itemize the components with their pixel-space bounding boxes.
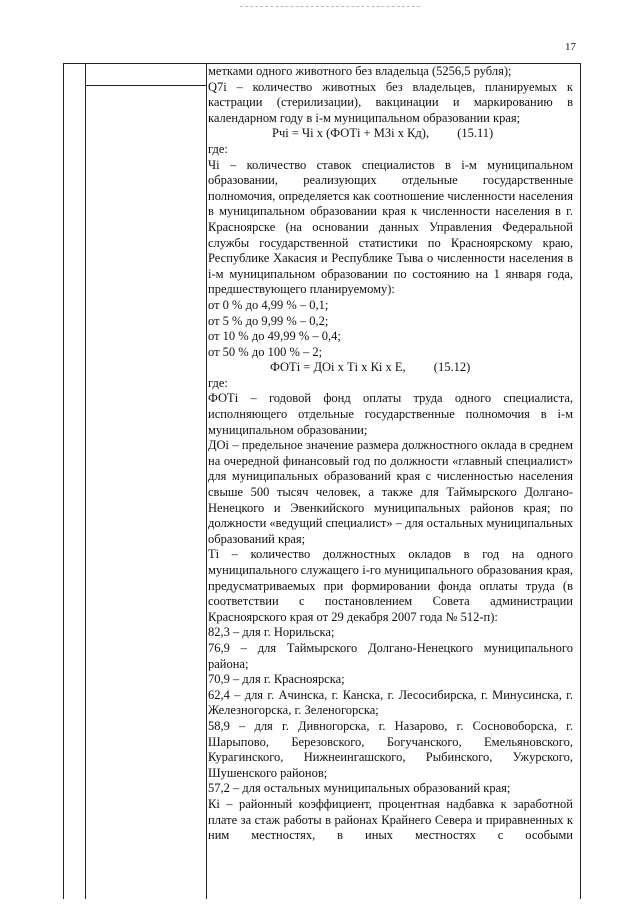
formula-15-11: Рчi = Чi x (ФОТi + МЗi x Кд), (15.11) — [272, 126, 494, 141]
paragraphs-group-a — [208, 64, 573, 126]
list-item: 62,4 – для г. Ачинска, г. Канска, г. Лесосибирска, г. Минусинска, г. Железногорска, г. Зеленогорска; — [208, 687, 573, 718]
document-body — [208, 64, 573, 844]
paragraph: Q7i – количество животных без владельцев, планируемых к кастрации (стерилизации), вакцинации и маркированию в календарном году в i-м муниципальном образовании края; — [208, 79, 573, 125]
list-item: 57,2 – для остальных муниципальных образований края; — [208, 781, 511, 796]
paragraph: Кi – районный коэффициент, процентная надбавка к заработной плате за стаж работы в районах Крайнего Севера и приравненных к ним местностях, в иных местностях с особыми — [208, 796, 573, 843]
paragraph: метками одного животного без владельца (5256,5 рубля); — [208, 64, 512, 78]
paragraph: где: — [208, 141, 228, 156]
list-item: от 50 % до 100 % – 2; — [208, 344, 323, 359]
list-item: 70,9 – для г. Красноярска; — [208, 672, 345, 687]
paragraph: Чi – количество ставок специалистов в i-м муниципальном образовании, реализующих отдельные государственные полномочия, определяется как соотношение численности населения в муниципальном образовании края к численности населения в г. Красноярске (на основании данных Управления Федеральной службы государственной статистики по Красноярскому краю, Республике Хакасия и Республике Тыва о численности населения в i-м муниципальном образовании по состоянию на 1 января года, предшествующего планируемому): — [208, 157, 573, 297]
list-item: 58,9 – для г. Дивногорска, г. Назарово, г. Сосновоборска, г. Шарыпово, Березовского, Богучанского, Емельяновского, Курагинского, Нижнеингашского, Рыбинского, Ужурского, Шушенского районов; — [208, 718, 573, 780]
list-item: от 5 % до 9,99 % – 0,2; — [208, 313, 329, 328]
list-item: от 0 % до 4,99 % – 0,1; — [208, 297, 329, 312]
column-divider-1 — [85, 64, 86, 899]
formula-15-12: ФОТi = ДОi x Тi x Кi x Е, (15.12) — [270, 360, 471, 375]
paragraph: Тi – количество должностных окладов в год на одного муниципального служащего i-го муниципального образования края, предусматриваемых при формировании фонда оплаты труда (в соответствии с постановлением Совета администрации Красноярского края от 29 декабря 2007 года № 512-п): — [208, 547, 573, 624]
column-divider-2 — [206, 64, 207, 899]
paragraph: ДОi – предельное значение размера должностного оклада в среднем на очередной финансовый год по должности «главный специалист» для муниципальных образований края с численностью населения свыше 500 тысяч человек, а также для Таймырского Долгано-Ненецкого и Эвенкийского муниципальных районов края; по должности «ведущий специалист» – для остальных муниципальных образований края; — [208, 438, 573, 546]
page-number: 17 — [565, 41, 576, 53]
paragraphs-group-b — [208, 142, 573, 360]
paragraph: где: — [208, 375, 228, 390]
row-divider — [85, 85, 206, 86]
list-item: 82,3 – для г. Норильска; — [208, 625, 335, 640]
list-item: от 10 % до 49,99 % – 0,4; — [208, 329, 341, 344]
list-item: 76,9 – для Таймырского Долгано-Ненецкого муниципального района; — [208, 640, 573, 671]
paragraph: ФОТi – годовой фонд оплаты труда одного специалиста, исполняющего отдельные государственные полномочия в i-м муниципальном образовании; — [208, 391, 573, 437]
paragraphs-group-c — [208, 376, 573, 844]
scan-artifact-marks — [240, 6, 420, 9]
